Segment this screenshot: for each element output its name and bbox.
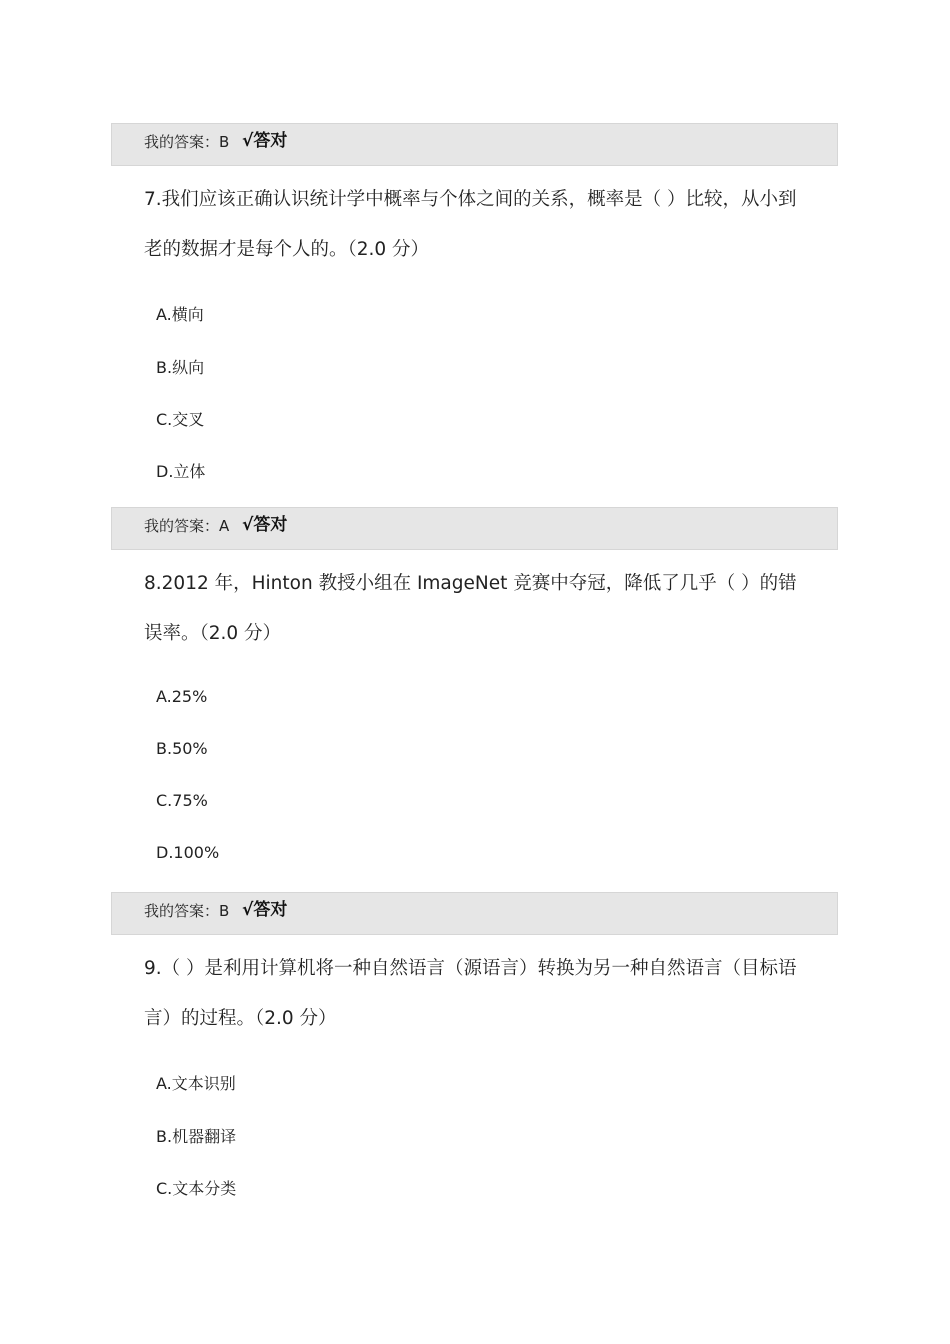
- option-a[interactable]: A.25%: [156, 687, 208, 706]
- question-text-line: 言）的过程。（2.0 分）: [144, 1008, 337, 1029]
- question-text-line: 8.2012 年，Hinton 教授小组在 ImageNet 竞赛中夺冠，降低了几乎（ ）的错: [144, 573, 797, 594]
- option-a[interactable]: A.横向: [156, 305, 204, 324]
- answer-bar-q7: [111, 507, 838, 550]
- question-text-line: 9.（ ）是利用计算机将一种自然语言（源语言）转换为另一种自然语言（目标语: [144, 958, 797, 979]
- question-text-line: 老的数据才是每个人的。（2.0 分）: [144, 239, 430, 260]
- my-answer-label: 我的答案：B: [144, 902, 230, 920]
- option-c[interactable]: C.交叉: [156, 410, 205, 429]
- option-a[interactable]: A.文本识别: [156, 1074, 236, 1093]
- option-b[interactable]: B.纵向: [156, 358, 205, 377]
- option-b[interactable]: B.50%: [156, 739, 208, 758]
- option-c[interactable]: C.75%: [156, 791, 208, 810]
- my-answer-label: 我的答案：B: [144, 133, 230, 151]
- answer-bar-q6: [111, 123, 838, 166]
- my-answer-label: 我的答案：A: [144, 517, 230, 535]
- option-d[interactable]: D.100%: [156, 843, 220, 862]
- question-text-line: 误率。（2.0 分）: [144, 623, 282, 644]
- question-7: [144, 175, 824, 275]
- correct-mark: √答对: [242, 900, 288, 920]
- question-8: [144, 559, 824, 659]
- correct-mark: √答对: [242, 131, 288, 151]
- option-c[interactable]: C.文本分类: [156, 1179, 237, 1198]
- question-9: [144, 944, 824, 1044]
- option-b[interactable]: B.机器翻译: [156, 1127, 237, 1146]
- option-d[interactable]: D.立体: [156, 462, 206, 481]
- answer-bar-q8: [111, 892, 838, 935]
- correct-mark: √答对: [242, 515, 288, 535]
- question-text-line: 7.我们应该正确认识统计学中概率与个体之间的关系，概率是（ ）比较，从小到: [144, 189, 797, 210]
